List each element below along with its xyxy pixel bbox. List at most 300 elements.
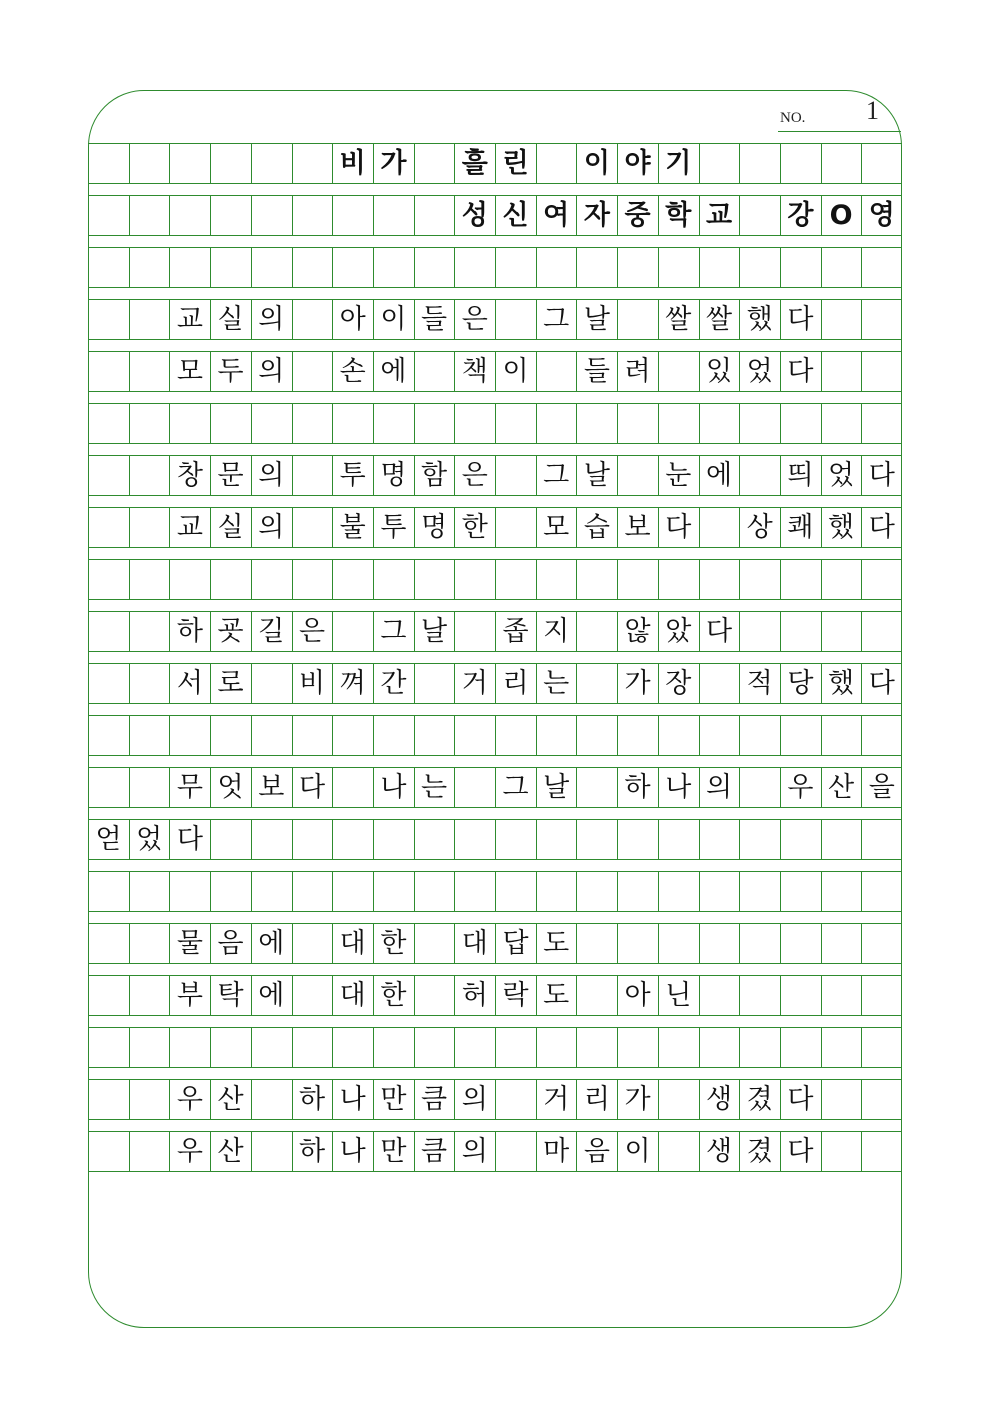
grid-line [780,247,781,287]
grid-line [658,351,659,391]
grid-line [129,871,130,911]
grid-line [292,247,293,287]
grid-character: 하 [624,771,651,803]
grid-line [780,1027,781,1067]
page-number-label: NO. [780,110,806,126]
grid-line [332,247,333,287]
grid-line [861,975,862,1015]
grid-line [861,247,862,287]
grid-line [780,923,781,963]
grid-line [739,403,740,443]
grid-line [658,1079,659,1119]
grid-character: 하 [298,1083,326,1115]
grid-line [88,911,902,912]
grid-line [414,403,415,443]
grid-line [617,559,618,599]
grid-line [129,1131,130,1171]
grid-line [251,1027,252,1067]
grid-character: 흘 [461,147,488,179]
grid-line [454,559,455,599]
grid-line [414,247,415,287]
grid-line [129,715,130,755]
grid-character: 무 [176,771,203,803]
grid-character: 투 [380,511,407,543]
grid-character: 허 [461,979,488,1011]
grid-line [88,1015,902,1016]
grid-line [536,559,537,599]
grid-character: 거 [543,1083,570,1115]
grid-line [129,663,130,703]
grid-line [88,859,902,860]
grid-line [658,715,659,755]
grid-line [373,715,374,755]
grid-character: 도 [543,927,570,959]
grid-character: 얻 [95,823,122,855]
grid-line [617,403,618,443]
grid-character: 리 [583,1083,610,1115]
grid-line [699,715,700,755]
grid-character: 학 [665,199,692,231]
grid-line [332,1027,333,1067]
grid-line [821,1131,822,1171]
grid-character: 대 [339,927,366,959]
grid-character: 적 [746,667,773,699]
grid-character: 다 [665,511,692,543]
grid-line [292,195,293,235]
grid-line [292,715,293,755]
grid-line [292,455,293,495]
grid-character: 었 [746,355,773,387]
grid-line [576,403,577,443]
grid-character: 었 [136,823,163,855]
grid-character: 대 [339,979,366,1011]
grid-character: 그 [543,459,570,491]
grid-line [861,351,862,391]
grid-line [332,819,333,859]
grid-line [536,247,537,287]
grid-line [821,247,822,287]
grid-character: 실 [217,511,244,543]
grid-character: 성 [461,199,488,231]
grid-character: 그 [380,615,407,647]
grid-character: 다 [298,771,326,803]
grid-character: 습 [583,511,610,543]
grid-line [414,559,415,599]
grid-character: 쌀 [665,303,692,335]
grid-line [88,807,902,808]
grid-character: 다 [787,1135,814,1167]
grid-line [780,403,781,443]
grid-character: 가 [380,147,407,179]
grid-line [739,559,740,599]
grid-line [88,651,902,652]
grid-character: 의 [258,355,285,387]
grid-character: 불 [339,511,366,543]
grid-line [454,819,455,859]
grid-character: 서 [176,667,203,699]
grid-character: 다 [868,459,895,491]
grid-character: 나 [665,771,692,803]
grid-line [129,195,130,235]
grid-line [536,871,537,911]
grid-character: 에 [380,355,407,387]
grid-line [821,975,822,1015]
grid-character: 있 [705,355,733,387]
grid-character: 는 [543,667,570,699]
grid-line [373,403,374,443]
grid-line [129,143,130,183]
grid-character: 간 [380,667,407,699]
grid-character: 쾌 [787,511,814,543]
grid-line [129,975,130,1015]
grid-character: 답 [502,927,529,959]
grid-character: 가 [624,1083,651,1115]
grid-line [129,1027,130,1067]
grid-line [495,819,496,859]
grid-character: 리 [502,667,529,699]
grid-line [658,247,659,287]
grid-line [617,923,618,963]
grid-line [861,403,862,443]
grid-line [414,351,415,391]
grid-line [658,923,659,963]
grid-character: 쌀 [705,303,733,335]
grid-character: 려 [624,355,651,387]
grid-character: 날 [583,459,610,491]
grid-character: 책 [461,355,488,387]
grid-line [332,715,333,755]
grid-line [88,287,902,288]
grid-character: 다 [868,667,895,699]
grid-line [739,715,740,755]
grid-line [454,403,455,443]
grid-line [454,871,455,911]
grid-line [536,143,537,183]
grid-line [414,195,415,235]
grid-line [129,611,130,651]
grid-line [210,1027,211,1067]
grid-line [821,819,822,859]
grid-line [292,559,293,599]
grid-line [495,871,496,911]
grid-line [617,247,618,287]
grid-character: 투 [339,459,366,491]
grid-line [292,143,293,183]
grid-line [576,559,577,599]
grid-character: 강 [787,199,814,231]
grid-character: 들 [583,355,610,387]
grid-character: 았 [665,615,692,647]
grid-line [821,1027,822,1067]
grid-character: 다 [176,823,203,855]
grid-character: 명 [380,459,407,491]
grid-line [495,715,496,755]
grid-line [169,559,170,599]
grid-line [251,247,252,287]
grid-line [861,559,862,599]
grid-line [861,1131,862,1171]
grid-line [576,1027,577,1067]
grid-character: 락 [502,979,529,1011]
grid-line [536,1027,537,1067]
grid-line [576,715,577,755]
grid-character: 다 [787,1083,814,1115]
grid-character: 교 [176,511,203,543]
grid-line [169,403,170,443]
grid-character: O [829,199,853,231]
grid-line [780,819,781,859]
grid-character: 비 [339,147,366,179]
grid-character: 하 [298,1135,326,1167]
grid-character: 손 [339,355,366,387]
grid-character: 했 [746,303,773,335]
grid-line [495,1027,496,1067]
grid-character: 하 [176,615,203,647]
grid-line [454,715,455,755]
grid-line [88,443,902,444]
grid-line [821,715,822,755]
grid-character: 했 [828,667,855,699]
grid-line [536,715,537,755]
grid-character: 창 [176,459,203,491]
grid-line [129,455,130,495]
grid-line [210,871,211,911]
grid-line [292,403,293,443]
grid-line [88,339,902,340]
grid-line [129,767,130,807]
grid-character: 산 [828,771,855,803]
grid-line [129,351,130,391]
grid-character: 겼 [746,1135,773,1167]
grid-line [210,247,211,287]
grid-line [739,975,740,1015]
grid-line [251,1131,252,1171]
grid-character: 닌 [665,979,692,1011]
grid-line [251,819,252,859]
grid-character: 모 [176,355,203,387]
grid-character: 우 [787,771,814,803]
grid-line [169,1027,170,1067]
grid-character: 날 [421,615,448,647]
grid-line [88,703,902,704]
grid-line [414,715,415,755]
grid-line [373,559,374,599]
grid-line [861,819,862,859]
grid-character: 했 [828,511,855,543]
grid-line [251,715,252,755]
grid-character: 눈 [665,459,692,491]
grid-character: 나 [339,1135,366,1167]
grid-character: 이 [583,147,610,179]
grid-character: 부 [176,979,203,1011]
grid-line [292,923,293,963]
grid-character: 가 [624,667,651,699]
grid-character: 한 [461,511,488,543]
grid-line [210,715,211,755]
grid-line [129,1079,130,1119]
grid-line [699,975,700,1015]
grid-character: 었 [828,459,855,491]
grid-character: 다 [705,615,733,647]
grid-character: 의 [461,1083,488,1115]
grid-line [658,403,659,443]
grid-line [129,403,130,443]
grid-character: 의 [258,459,285,491]
grid-line [210,403,211,443]
grid-line [414,663,415,703]
grid-character: 야 [624,147,651,179]
grid-character: 의 [705,771,733,803]
grid-line [210,195,211,235]
grid-line [88,391,902,392]
grid-line [780,975,781,1015]
grid-character: 당 [787,667,814,699]
grid-character: 아 [624,979,651,1011]
grid-line [129,299,130,339]
grid-character: 의 [461,1135,488,1167]
grid-character: 거 [461,667,488,699]
grid-character: 의 [258,511,285,543]
grid-line [821,611,822,651]
grid-character: 산 [217,1135,244,1167]
grid-character: 생 [705,1083,733,1115]
grid-line [699,819,700,859]
grid-line [88,963,902,964]
grid-line [129,507,130,547]
grid-line [699,923,700,963]
grid-character: 은 [461,459,488,491]
grid-line [780,559,781,599]
grid-line [861,715,862,755]
grid-character: 보 [258,771,285,803]
grid-line [251,663,252,703]
grid-character: 한 [380,979,407,1011]
grid-line [332,871,333,911]
grid-line [251,403,252,443]
grid-line [699,143,700,183]
grid-line [739,819,740,859]
grid-line [129,559,130,599]
grid-character: 산 [217,1083,244,1115]
grid-line [617,871,618,911]
grid-line [414,923,415,963]
grid-character: 상 [746,511,773,543]
grid-line [780,611,781,651]
grid-character: 다 [787,355,814,387]
grid-character: 을 [868,771,895,803]
grid-character: 문 [217,459,244,491]
grid-line [739,871,740,911]
grid-character: 도 [543,979,570,1011]
grid-line [821,1079,822,1119]
grid-character: 그 [543,303,570,335]
grid-line [454,1027,455,1067]
grid-line [699,403,700,443]
grid-character: 들 [421,303,448,335]
grid-line [699,247,700,287]
grid-line [821,559,822,599]
grid-character: 그 [502,771,529,803]
grid-line [780,143,781,183]
grid-line [576,871,577,911]
grid-character: 이 [624,1135,651,1167]
grid-character: 않 [624,615,651,647]
grid-character: 우 [176,1135,203,1167]
grid-line [617,819,618,859]
grid-line [88,755,902,756]
grid-character: 대 [461,927,488,959]
grid-line [454,247,455,287]
grid-line [821,871,822,911]
grid-line [373,195,374,235]
grid-character: 껴 [339,667,366,699]
grid-line [495,247,496,287]
grid-line [495,403,496,443]
grid-line [821,351,822,391]
grid-line [88,547,902,548]
grid-line [88,183,902,184]
grid-character: 다 [868,511,895,543]
grid-line [373,819,374,859]
grid-line [658,871,659,911]
grid-line [739,1027,740,1067]
grid-character: 명 [421,511,448,543]
grid-line [617,715,618,755]
grid-line [536,403,537,443]
grid-line [129,923,130,963]
grid-line [658,1131,659,1171]
grid-character: 마 [543,1135,570,1167]
grid-character: 한 [380,927,407,959]
grid-line [169,871,170,911]
grid-line [699,559,700,599]
grid-line [536,819,537,859]
grid-line [332,195,333,235]
grid-character: 띄 [787,459,814,491]
grid-line [861,923,862,963]
grid-character: 에 [705,459,733,491]
grid-character: 로 [217,667,244,699]
grid-character: 기 [665,147,692,179]
grid-character: 물 [176,927,203,959]
grid-character: 지 [543,615,570,647]
grid-character: 겼 [746,1083,773,1115]
grid-character: 두 [217,355,244,387]
grid-character: 자 [583,199,610,231]
grid-character: 음 [583,1135,610,1167]
grid-character: 영 [868,199,895,231]
grid-line [169,195,170,235]
grid-line [699,663,700,703]
grid-line [861,611,862,651]
grid-line [861,1079,862,1119]
grid-line [699,507,700,547]
grid-line [210,559,211,599]
grid-line [251,143,252,183]
grid-line [414,819,415,859]
grid-character: 날 [583,303,610,335]
grid-line [658,819,659,859]
grid-character: 아 [339,303,366,335]
grid-character: 이 [380,303,407,335]
grid-character: 우 [176,1083,203,1115]
grid-character: 엇 [217,771,244,803]
grid-character: 큼 [421,1135,448,1167]
grid-line [576,247,577,287]
grid-character: 는 [421,771,448,803]
grid-character: 장 [665,667,692,699]
grid-character: 큼 [421,1083,448,1115]
